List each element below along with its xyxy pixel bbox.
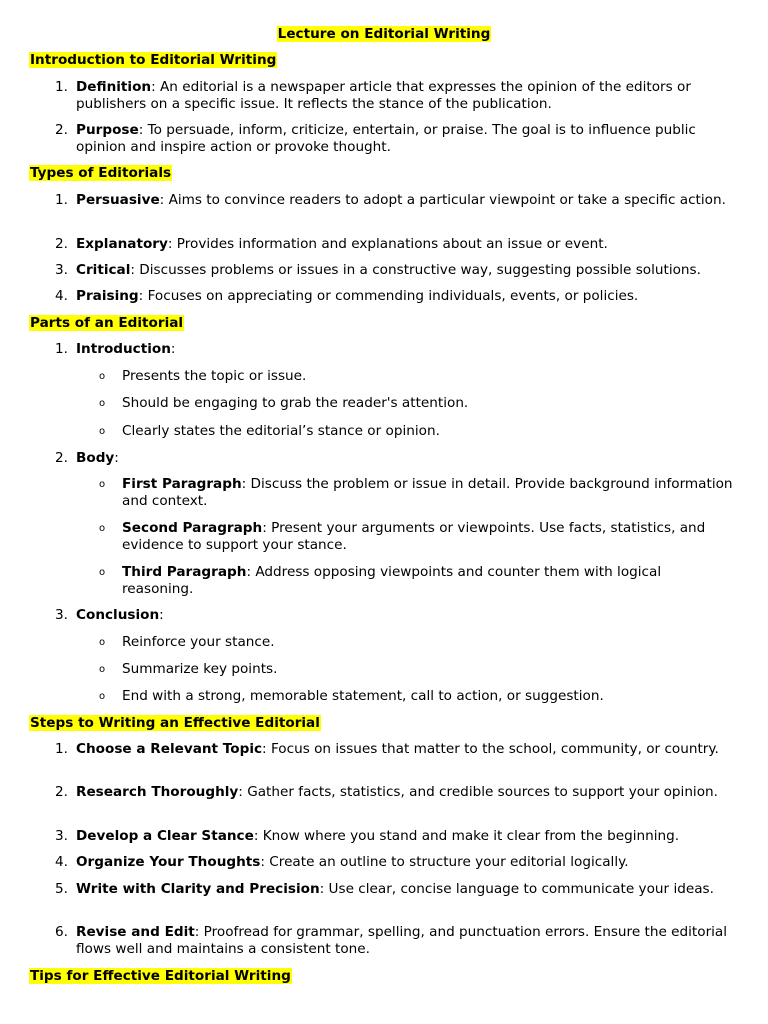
bullet-icon: o (99, 664, 106, 675)
item-term: Write with Clarity and Precision (76, 881, 320, 897)
item-term: Develop a Clear Stance (76, 828, 254, 844)
item-text: : Use clear, concise language to communicate your ideas. (319, 881, 714, 897)
item-text: : To persuade, inform, criticize, entertain, or praise. The goal is to influence public opinion and inspire action or provoke thought. (76, 122, 696, 155)
item-term: Conclusion (76, 607, 160, 623)
bullet-icon: o (99, 479, 106, 490)
item-text: : Create an outline to structure your editorial logically. (260, 854, 629, 870)
item-term: Introduction (76, 341, 171, 357)
item-term: Explanatory (76, 236, 168, 252)
bullet-icon: o (99, 398, 106, 409)
bullet-icon: o (99, 426, 106, 437)
item-term: Organize Your Thoughts (76, 854, 261, 870)
item-text: : Provides information and explanations about an issue or event. (167, 236, 608, 252)
item-term: Revise and Edit (76, 924, 195, 940)
item-text: : Discusses problems or issues in a constructive way, suggesting possible solutions. (130, 262, 701, 278)
item-term: Purpose (76, 122, 139, 138)
item-term: Choose a Relevant Topic (76, 741, 263, 757)
section-heading: Parts of an Editorial (30, 315, 184, 331)
bullet-icon: o (99, 523, 106, 534)
item-term: Praising (76, 288, 139, 304)
item-text: : Focus on issues that matter to the school, community, or country. (262, 741, 719, 757)
bullet-icon: o (99, 691, 106, 702)
item-term: Body (76, 450, 115, 466)
section-heading: Steps to Writing an Effective Editorial (30, 715, 320, 731)
item-text: : Gather facts, statistics, and credible sources to support your opinion. (238, 784, 718, 800)
item-term: Research Thoroughly (76, 784, 239, 800)
bullet-icon: o (99, 371, 106, 382)
item-term: Definition (76, 79, 152, 95)
section-heading: Types of Editorials (30, 165, 172, 181)
item-term: Persuasive (76, 192, 160, 208)
section-heading: Introduction to Editorial Writing (30, 52, 277, 68)
item-term: Critical (76, 262, 131, 278)
item-text: : Know where you stand and make it clear from the beginning. (253, 828, 680, 844)
bullet-icon: o (99, 567, 106, 578)
item-text: : Proofread for grammar, spelling, and punctuation errors. Ensure the editorial flows well and maintains a consistent tone. (76, 924, 728, 957)
item-text: : (159, 607, 164, 623)
item-text: : Aims to convince readers to adopt a particular viewpoint or take a specific action. (159, 192, 726, 208)
item-text: : (114, 450, 119, 466)
document-title: Lecture on Editorial Writing (277, 26, 491, 42)
item-text: : (170, 341, 176, 357)
bullet-icon: o (99, 637, 106, 648)
item-text: : Focuses on appreciating or commending individuals, events, or policies. (138, 288, 639, 304)
document-page: Lecture on Editorial Writing Introduction to Editorial Writing 1. Definition: An editorial is a newspaper article that expresses the opinion of the editors or publishers on a specific issue. It reflects the stance of the publication. 2. Purpose: To persuade, inform, criticize, entertain, or praise. The goal is to influence public opinion and inspire action or provoke thought. Types of Editorials 1. Persuasive: Aims to convince readers to adopt a particular viewpoint or take a specific action. 2. Explanatory: Provides information and explanations about an issue or event. 3. Critical: Discusses problems or issues in a constructive way, suggesting possible solutions. 4. Praising: Focuses on appreciating or commending individuals, events, or policies. Parts of an Editorial 1. Introduction: o Presents the topic or issue. o Should be engaging to grab the reader's attention. o Clearly states the editorial’s stance or opinion. 2. Body: o First Paragraph: Discuss the problem or issue in detail. Provide background information and context. o Second Paragraph: Present your arguments or viewpoints. Use facts, statistics, and evidence to support your stance. o Third Paragraph: Address opposing viewpoints and counter them with logical reasoning. 3. Conclusion: o Reinforce your stance. o Summarize key points. o End with a strong, memorable statement, call to action, or suggestion. Steps to Writing an Effective Editorial 1. Choose a Relevant Topic: Focus on issues that matter to the school, community, or country. 2. Research Thoroughly: Gather facts, statistics, and credible sources to support your opinion. 3. Develop a Clear Stance: Know where you stand and make it clear from the beginning. 4. Organize Your Thoughts: Create an outline to structure your editorial logically. 5. Write with Clarity and Precision: Use clear, concise language to communicate your ideas. 6. Revise and Edit: Proofread for grammar, spelling, and punctuation errors. Ensure the editorial flows well and maintains a consistent tone. Tips for Effective Editorial Writing (0, 0, 768, 1024)
item-text: : An editorial is a newspaper article that expresses the opinion of the editors or publishers on a specific issue. It reflects the stance of the publication. (76, 79, 691, 112)
section-heading: Tips for Effective Editorial Writing (30, 968, 291, 984)
